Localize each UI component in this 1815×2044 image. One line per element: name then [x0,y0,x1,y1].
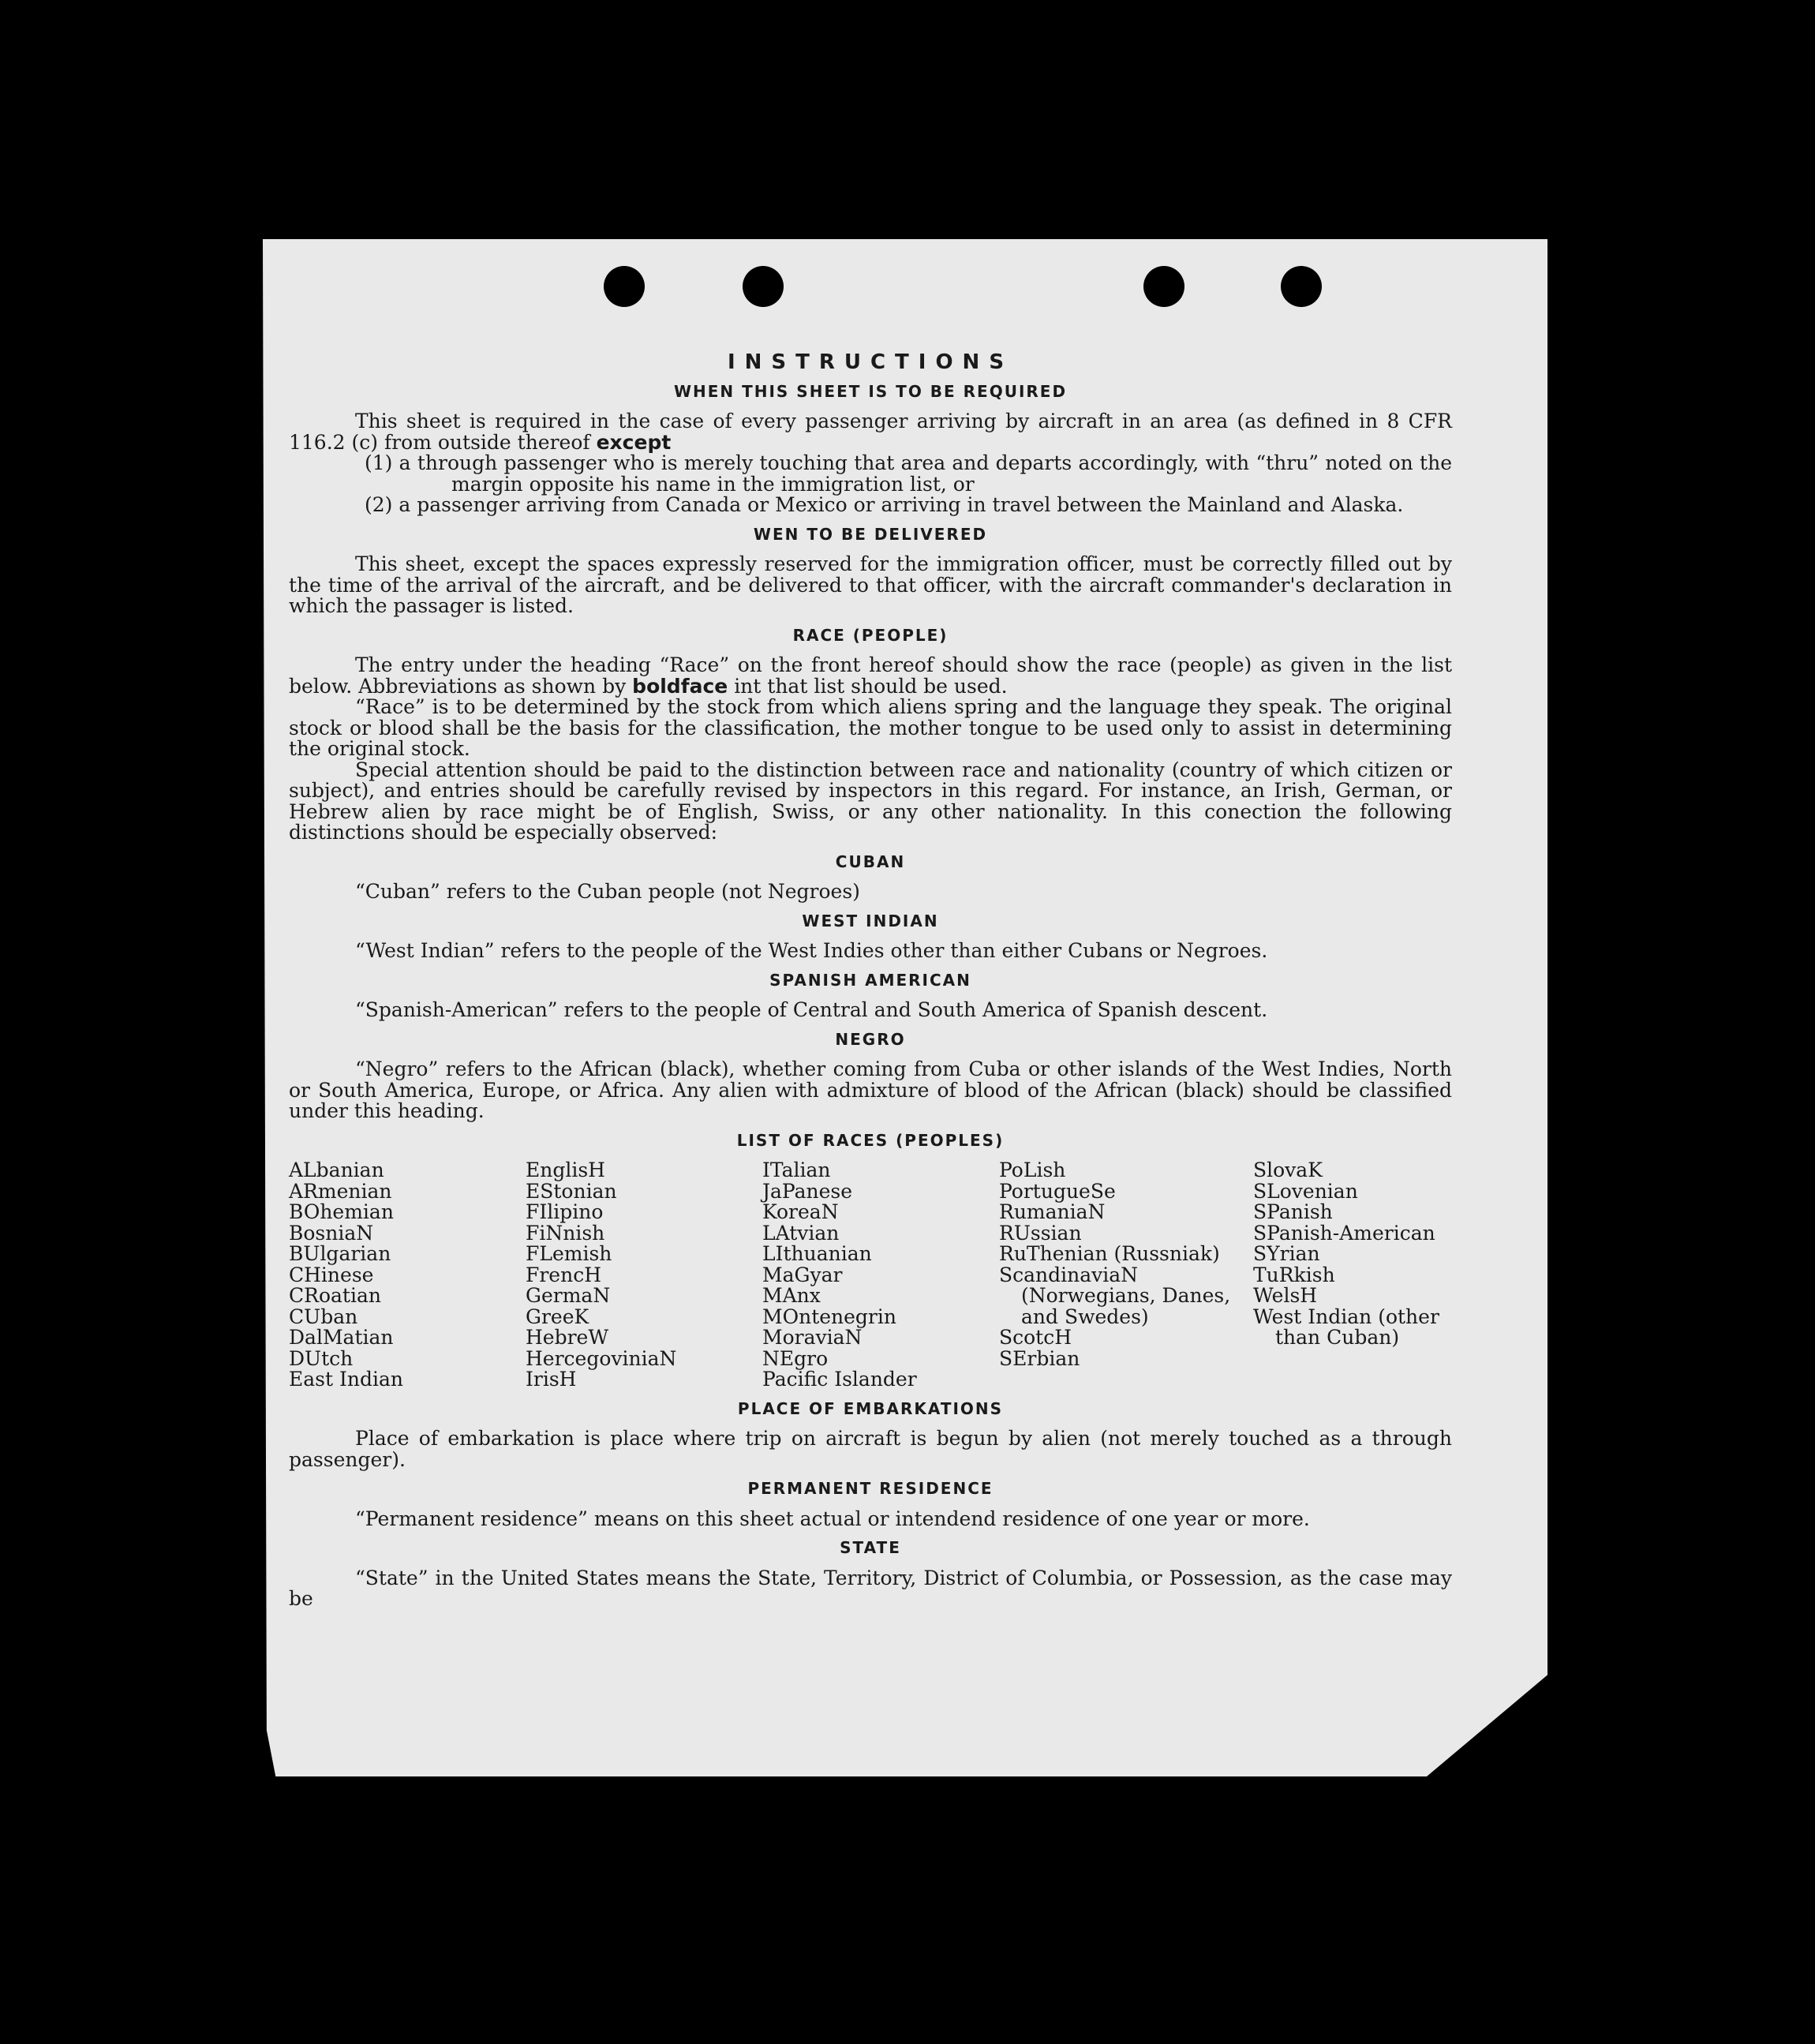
race-column [289,1160,526,1391]
race-entry: ITalian [762,1159,831,1181]
race-entry: MAnx [762,1284,821,1307]
race-entry: BUlgarian [289,1242,391,1265]
race-entry: ARmenian [289,1179,392,1203]
paragraph: “West Indian” refers to the people of the West Indies other than either Cubans or Negroes. [355,939,1268,962]
page-title: INSTRUCTIONS [727,350,1014,374]
race-entry: DUtch [289,1346,354,1370]
race-entry: FiNnish [526,1221,605,1245]
paragraph: This sheet, except the spaces expressly reserved for the immigration officer, must be correctly filled out by the time of the arrival of the aircraft, and be delivered to that officer, with the aircraft commander's declaration in which the passager is listed. [289,552,1452,617]
paragraph: “Negro” refers to the African (black), whether coming from Cuba or other islands of the West Indies, North or South America, Europe, or Africa. Any alien with admixture of blood of the African (black) should be classified under this heading. [289,1058,1452,1122]
race-entry: MaGyar [762,1263,843,1286]
race-entry: LIthuanian [762,1242,872,1265]
race-entry: FIlipino [526,1200,604,1223]
race-entry: SlovaK [1253,1159,1323,1181]
race-entry: GreeK [526,1305,589,1328]
race-entry: SPanish-American [1253,1221,1435,1245]
race-entry: ALbanian [289,1159,384,1181]
paragraph: Special attention should be paid to the distinction between race and nationality (country of which citizen or subject), and entries should be carefully revised by inspectors in this regard. For instance, an Irish, German, or Hebrew alien by race might be of English, Swiss, or any other nationality. In this conection the following distinctions should be especially observed: [289,758,1452,844]
race-entry: HebreW [526,1326,609,1349]
race-entry: SErbian [999,1346,1080,1370]
race-entry: SLovenian [1253,1179,1358,1203]
section-heading: CUBAN [835,852,906,871]
section-heading: PERMANENT RESIDENCE [747,1479,994,1498]
race-entry: DalMatian [289,1326,394,1349]
race-entry: IrisH [526,1368,577,1391]
paragraph: “Spanish-American” refers to the people of Central and South America of Spanish descent. [355,998,1268,1021]
race-entry: EStonian [526,1179,617,1203]
race-entry: West Indian (other than Cuban) [1253,1305,1439,1349]
race-entry: PoLish [999,1159,1066,1181]
race-entry: NEgro [762,1346,829,1370]
race-entry: GermaN [526,1284,611,1307]
race-entry: CRoatian [289,1284,381,1307]
race-entry: KoreaN [762,1200,839,1223]
race-entry: WelsH [1253,1284,1318,1307]
race-entry: EnglisH [526,1159,605,1181]
paragraph: Place of embarkation is place where trip on aircraft is begun by alien (not merely touched as a through passenger). [289,1427,1452,1471]
section-heading: WHEN THIS SHEET IS TO BE REQUIRED [673,381,1068,401]
punch-hole [1281,266,1322,307]
punch-hole [1143,266,1184,307]
race-list [289,1160,1452,1391]
instructions-content [289,347,1452,1610]
race-entry: FrencH [526,1263,601,1286]
section-heading: RACE (PEOPLE) [792,625,949,645]
race-entry: Pacific Islander [762,1368,917,1391]
paragraph: This sheet is required in the case of every passenger arriving by aircraft in an area (as defined in 8 CFR 116.2 (c) from outside thereof except [289,410,1452,454]
race-column [526,1160,762,1391]
race-entry: MOntenegrin [762,1305,896,1328]
race-entry: East Indian [289,1368,403,1391]
section-heading: STATE [840,1538,901,1557]
section-heading: PLACE OF EMBARKATIONS [737,1398,1004,1418]
race-entry: MoraviaN [762,1326,863,1349]
race-entry: ScandinaviaN (Norwegians, Danes, and Swedes) [999,1263,1231,1328]
section-heading: WEN TO BE DELIVERED [753,524,988,544]
list-item: (1) a through passenger who is merely touching that area and departs accordingly, with “thru” noted on the margin opposite his name in the immigration list, or [365,451,1452,496]
race-column [762,1160,999,1391]
paragraph: “State” in the United States means the State, Territory, District of Columbia, or Possession, as the case may be [289,1566,1452,1610]
race-entry: CUban [289,1305,358,1328]
section-heading: SPANISH AMERICAN [769,970,971,990]
punch-hole [604,266,645,307]
section-heading: NEGRO [835,1029,906,1049]
race-entry: ScotcH [999,1326,1072,1349]
race-entry: RUssian [999,1221,1082,1245]
paragraph: “Race” is to be determined by the stock from which aliens spring and the language they speak. The original stock or blood shall be the basis for the classification, the mother tongue to be used only to assist in determining the original stock. [289,695,1452,760]
paragraph: The entry under the heading “Race” on the front hereof should show the race (people) as given in the list below. Abbreviations as shown by boldface int that list should be used. [289,653,1452,698]
punch-hole [743,266,784,307]
race-entry: RuThenian (Russniak) [999,1242,1220,1265]
race-entry: SPanish [1253,1200,1333,1223]
race-entry: BOhemian [289,1200,394,1223]
section-heading: WEST INDIAN [802,911,939,930]
race-entry: HercegoviniaN [526,1346,677,1370]
section-heading: LIST OF RACES (PEOPLES) [736,1130,1005,1150]
race-entry: TuRkish [1253,1263,1335,1286]
race-entry: SYrian [1253,1242,1320,1265]
list-item: (2) a passenger arriving from Canada or Mexico or arriving in travel between the Mainland and Alaska. [365,493,1404,516]
race-entry: FLemish [526,1242,612,1265]
paragraph: “Permanent residence” means on this sheet actual or intendend residence of one year or more. [355,1507,1310,1530]
paragraph: “Cuban” refers to the Cuban people (not Negroes) [355,880,860,903]
race-entry: LAtvian [762,1221,840,1245]
race-entry: RumaniaN [999,1200,1106,1223]
race-entry: PortugueSe [999,1179,1116,1203]
race-column [1253,1160,1452,1391]
race-entry: CHinese [289,1263,374,1286]
race-column [999,1160,1253,1391]
race-entry: JaPanese [762,1179,853,1203]
race-entry: BosniaN [289,1221,374,1245]
